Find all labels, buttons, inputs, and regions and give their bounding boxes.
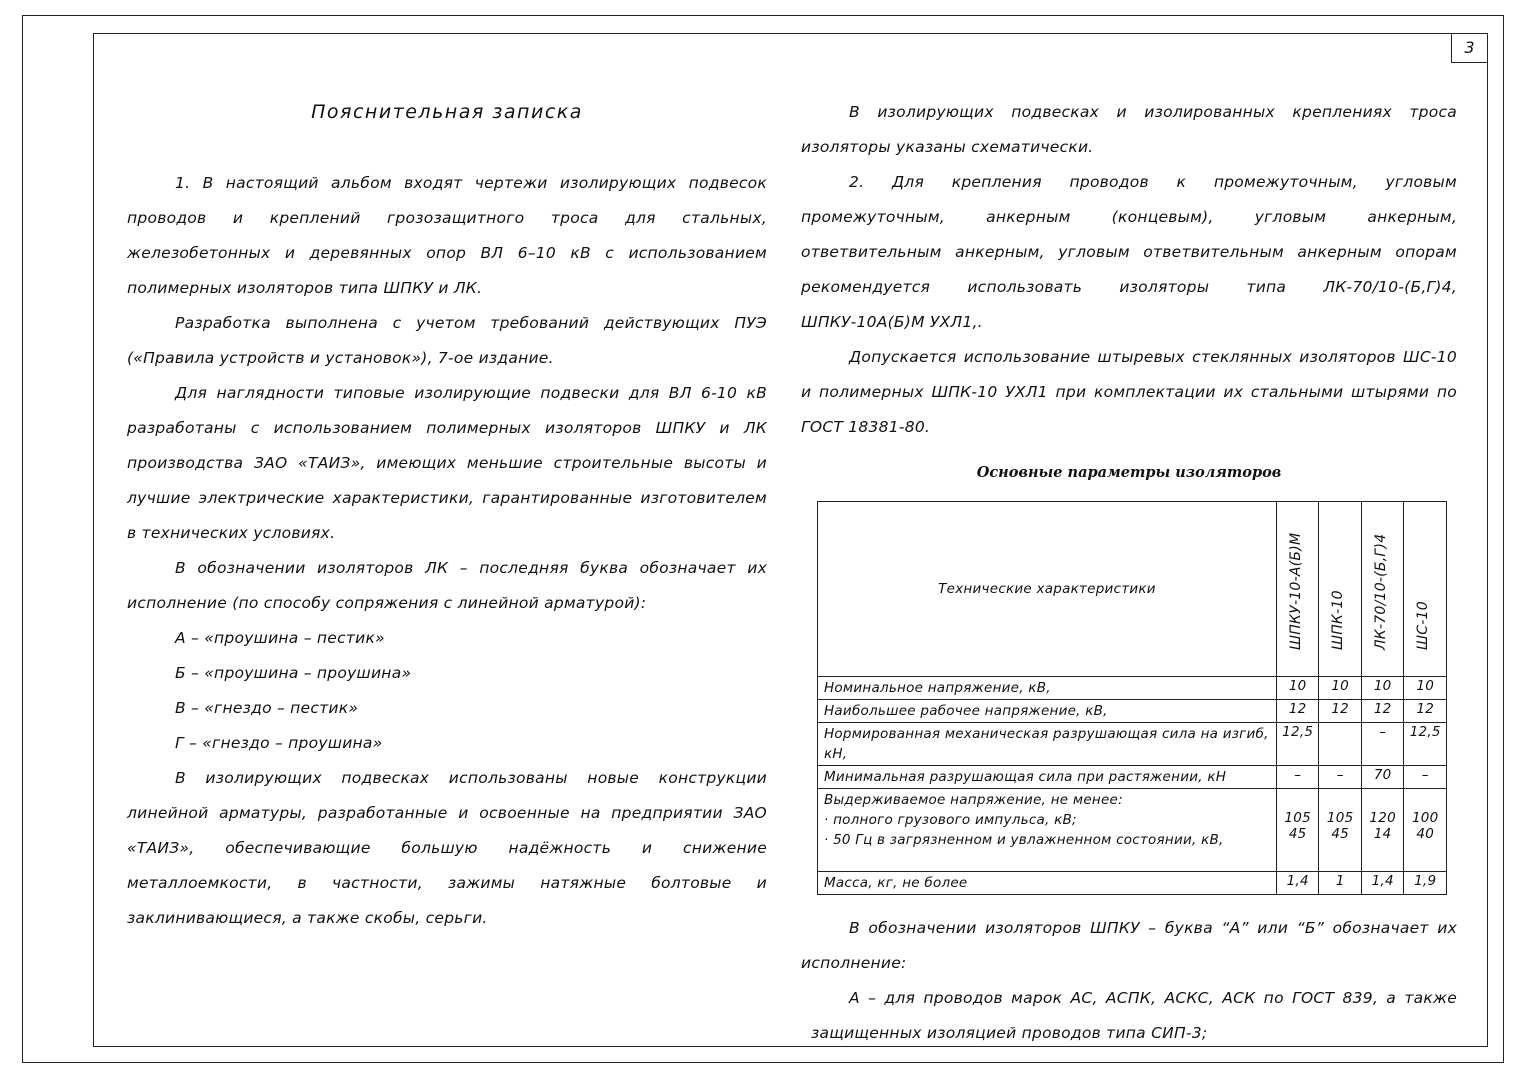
row-label: Минимальная разрушающая сила при растяжении, кН xyxy=(818,766,1277,789)
table-row xyxy=(818,677,1447,700)
table-cell: 70 xyxy=(1361,766,1404,789)
insulator-parameters-table xyxy=(817,501,1447,895)
table-cell xyxy=(1319,723,1362,766)
table-cell: 10 xyxy=(1276,677,1319,700)
paragraph-variant-a-cont: защищенных изоляцией проводов типа СИП-3; xyxy=(811,1024,1208,1042)
paragraph-recommended-insulators: 2. Для крепления проводов к промежуточным, угловым промежуточным, анкерным (концевым), угловым анкерным, ответвительным анкерным, угловым ответвительным анкерным опорам рекомендуется использовать изоляторы типа ЛК-70/10-(Б,Г)4, ШПКУ-10А(Б)М УХЛ1,. xyxy=(801,173,1457,331)
table-row xyxy=(818,723,1447,766)
table-cell: 12 xyxy=(1404,700,1447,723)
table-cell: – xyxy=(1361,723,1404,766)
table-cell: 12 xyxy=(1276,700,1319,723)
table-cell: 12,5 xyxy=(1404,723,1447,766)
paragraph-lk-designation: В обозначении изоляторов ЛК – последняя буква обозначает их исполнение (по способу сопряжения с линейной арматурой): xyxy=(127,559,767,612)
column-header: ШС-10 xyxy=(1404,502,1447,677)
table-cell: – xyxy=(1319,766,1362,789)
table-cell: 12 xyxy=(1319,700,1362,723)
paragraph-clarity: Для наглядности типовые изолирующие подвески для ВЛ 6-10 кВ разработаны с использованием полимерных изоляторов ШПКУ и ЛК производства ЗАО «ТАИЗ», имеющих меньшие строительные высоты и лучшие электрические характеристики, гарантированные изготовителем в технических условиях. xyxy=(127,384,767,542)
left-column xyxy=(127,95,767,936)
table-cell: 120 14 xyxy=(1361,789,1404,872)
row-label: Масса, кг, не более xyxy=(818,872,1277,895)
paragraph-scope: 1. В настоящий альбом входят чертежи изолирующих подвесок проводов и креплений грозозащитного троса для стальных, железобетонных и деревянных опор ВЛ 6–10 кВ с использованием полимерных изоляторов типа ШПКУ и ЛК. xyxy=(127,174,767,297)
page-number: 3 xyxy=(1451,33,1488,63)
list-item: Б – «проушина – проушина» xyxy=(175,664,412,682)
row-label-line: Выдерживаемое напряжение, не менее: xyxy=(824,792,1123,808)
table-row xyxy=(818,766,1447,789)
row-label-line: · 50 Гц в загрязненном и увлажненном состоянии, кВ, xyxy=(824,832,1224,848)
column-header: ШПК-10 xyxy=(1319,502,1362,677)
paragraph-allowed-insulators: Допускается использование штыревых стеклянных изоляторов ШС-10 и полимерных ШПК-10 УХЛ1 при комплектации их стальными штырями по ГОСТ 18381-80. xyxy=(801,348,1457,436)
paragraph-schematic: В изолирующих подвесках и изолированных креплениях троса изоляторы указаны схематически. xyxy=(801,103,1457,156)
table-row xyxy=(818,789,1447,872)
column-header: ЛК-70/10-(Б,Г)4 xyxy=(1361,502,1404,677)
paragraph-shpku-designation: В обозначении изоляторов ШПКУ – буква “А” или “Б” обозначает их исполнение: xyxy=(801,919,1457,972)
table-row xyxy=(818,872,1447,895)
table-cell: 10 xyxy=(1361,677,1404,700)
list-item: В – «гнездо – пестик» xyxy=(175,699,359,717)
table-cell: 1 xyxy=(1319,872,1362,895)
paragraph-variant-a: А – для проводов марок АС, АСПК, АСКС, АСК по ГОСТ 839, а также xyxy=(849,989,1457,1007)
row-label: Нормированная механическая разрушающая сила на изгиб, кН, xyxy=(818,723,1277,766)
table-cell: – xyxy=(1404,766,1447,789)
list-item: А – «проушина – пестик» xyxy=(175,629,385,647)
table-cell: 1,4 xyxy=(1361,872,1404,895)
table-cell: 12,5 xyxy=(1276,723,1319,766)
table-cell: 100 40 xyxy=(1404,789,1447,872)
row-label: Наибольшее рабочее напряжение, кВ, xyxy=(818,700,1277,723)
row-label-line: · полного грузового импульса, кВ; xyxy=(824,812,1077,828)
table-title: Основные параметры изоляторов xyxy=(976,464,1282,481)
after-table-block xyxy=(801,911,1457,1051)
table-cell: 10 xyxy=(1319,677,1362,700)
table-row xyxy=(818,700,1447,723)
row-label: Номинальное напряжение, кВ, xyxy=(818,677,1277,700)
table-cell: 105 45 xyxy=(1276,789,1319,872)
page-title: Пояснительная записка xyxy=(311,101,583,123)
table-cell: – xyxy=(1276,766,1319,789)
right-column xyxy=(801,95,1457,1051)
table-cell: 10 xyxy=(1404,677,1447,700)
paragraph-fittings: В изолирующих подвесках использованы новые конструкции линейной арматуры, разработанные и освоенные на предприятии ЗАО «ТАИЗ», обеспечивающие большую надёжность и снижение металлоемкости, в частности, зажимы натяжные болтовые и заклинивающиеся, а также скобы, серьги. xyxy=(127,769,767,927)
table-cell: 1,4 xyxy=(1276,872,1319,895)
table-cell: 12 xyxy=(1361,700,1404,723)
table-cell: 105 45 xyxy=(1319,789,1362,872)
table-cell: 1,9 xyxy=(1404,872,1447,895)
paragraph-development: Разработка выполнена с учетом требований действующих ПУЭ («Правила устройств и установок»), 7-ое издание. xyxy=(127,314,767,367)
row-label xyxy=(818,789,1277,872)
table-header-main: Технические характеристики xyxy=(818,502,1277,677)
column-header: ШПКУ-10-А(Б)М xyxy=(1276,502,1319,677)
list-item: Г – «гнездо – проушина» xyxy=(175,734,383,752)
table-header-row xyxy=(818,502,1447,677)
